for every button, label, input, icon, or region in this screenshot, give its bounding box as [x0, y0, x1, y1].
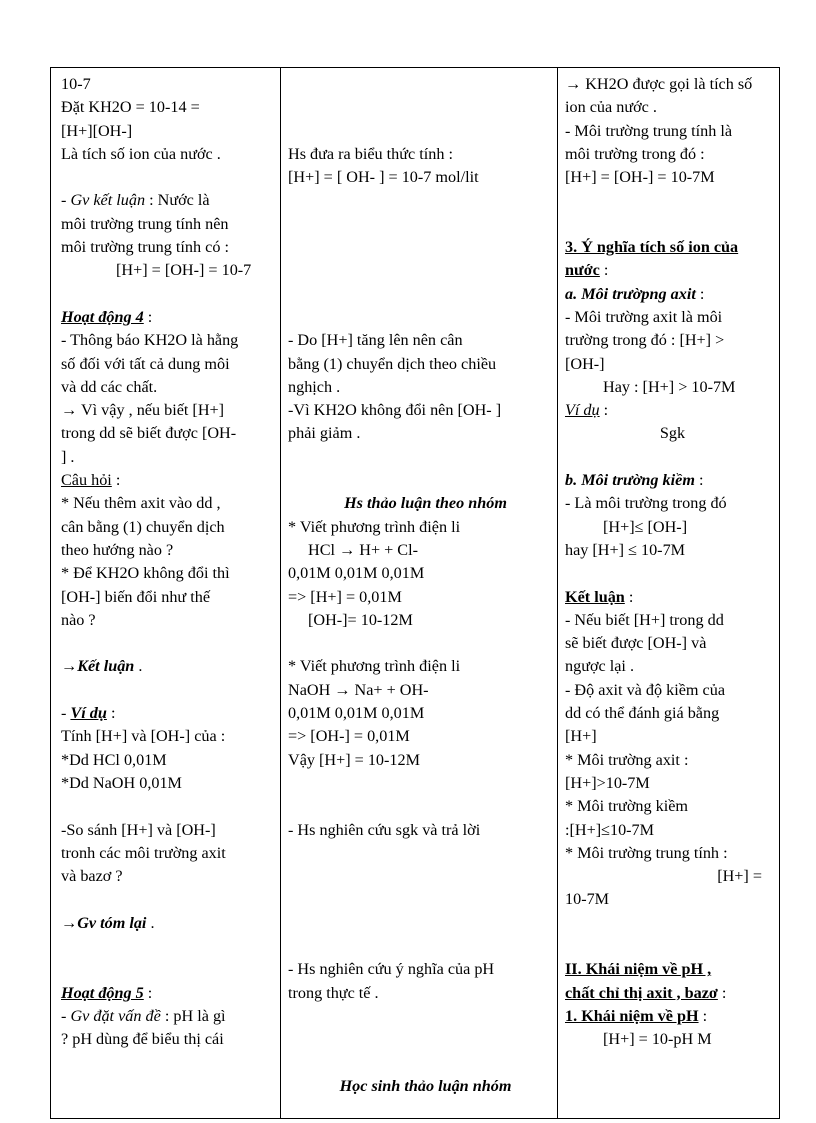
text-line: và dd các chất.	[61, 377, 158, 396]
text-line: [H+] = [OH-] = 10-7M	[565, 168, 715, 187]
text-line: trong dd sẽ biết được [OH-	[61, 424, 237, 443]
text-line: nào ?	[61, 610, 96, 629]
teacher-activity-column	[61, 73, 281, 1051]
text-line: *Dd NaOH 0,01M	[61, 773, 182, 792]
section-heading: II. Khái niệm về pH ,	[565, 960, 712, 979]
text-line: nghịch .	[288, 377, 341, 396]
text-line: * Môi trường trung tính :	[565, 843, 728, 862]
text-line: * Để KH2O không đổi thì	[61, 564, 230, 583]
text-line: Hay : [H+] > 10-7M	[603, 377, 736, 396]
section-heading: a. Môi trườpng axit :	[565, 284, 705, 303]
text-line: ? pH dùng để biểu thị cái	[61, 1030, 224, 1049]
section-heading: Câu hỏi :	[61, 471, 121, 490]
text-line: [H+] = 10-pH M	[603, 1030, 712, 1049]
text-line: Vậy [H+] = 10-12M	[288, 750, 420, 769]
text-line: cân bằng (1) chuyển dịch	[61, 517, 225, 536]
text-line: dd có thể đánh giá bằng	[565, 704, 720, 723]
text-line: ngược lại .	[565, 657, 635, 676]
text-line: - Nếu biết [H+] trong dd	[565, 610, 724, 629]
text-line: →Kết luận .	[61, 657, 143, 676]
text-line: * Môi trường axit :	[565, 750, 689, 769]
text-line: tronh các môi trường axit	[61, 843, 226, 862]
section-heading: Hoạt động 4 :	[61, 307, 153, 326]
text-line: Tính [H+] và [OH-] của :	[61, 727, 226, 746]
text-line: - Do [H+] tăng lên nên cân	[288, 331, 463, 350]
text-line: → Vì vậy , nếu biết [H+]	[61, 401, 225, 420]
text-line: Ví dụ :	[565, 401, 609, 420]
text-line: trường trong đó : [H+] >	[565, 331, 725, 350]
text-line: * Môi trường kiềm	[565, 797, 688, 816]
text-line: sẽ biết được [OH-] và	[565, 634, 707, 653]
text-line: 0,01M 0,01M 0,01M	[288, 564, 425, 583]
text-line: => [H+] = 0,01M	[288, 587, 402, 606]
text-line: Học sinh thảo luận nhóm	[339, 1076, 512, 1095]
text-line: và bazơ ?	[61, 867, 123, 886]
text-line: [H+]	[565, 727, 597, 746]
text-line: * Viết phương trình điện li	[288, 517, 461, 536]
text-line: [OH-]= 10-12M	[308, 610, 413, 629]
section-heading: - Ví dụ :	[61, 704, 116, 723]
section-heading: 1. Khái niệm về pH :	[565, 1006, 708, 1025]
text-line: - Là môi trường trong đó	[565, 494, 727, 513]
lesson-table	[50, 67, 780, 1119]
text-line: - Độ axit và độ kiềm của	[565, 680, 726, 699]
text-line: :[H+]≤10-7M	[565, 820, 655, 839]
text-line: - Hs nghiên cứu sgk và trả lời	[288, 820, 481, 839]
text-line: →Gv tóm lại .	[61, 913, 155, 932]
text-line: - Thông báo KH2O là hằng	[61, 331, 239, 350]
text-line: Sgk	[659, 424, 686, 443]
text-line: ion của nước .	[565, 98, 657, 117]
text-line: => [OH-] = 0,01M	[288, 727, 410, 746]
text-line: - Môi trường axit là môi	[565, 307, 723, 326]
text-line: phải giảm .	[288, 424, 361, 443]
text-line: 0,01M 0,01M 0,01M	[288, 704, 425, 723]
text-line: bằng (1) chuyển dịch theo chiều	[288, 354, 497, 373]
student-activity-column	[288, 73, 563, 1098]
text-line: Đặt KH2O = 10-14 =	[61, 98, 200, 117]
text-line: trong thực tế .	[288, 983, 379, 1002]
text-line: môi trường trung tính có :	[61, 238, 229, 257]
section-heading: nước :	[565, 261, 609, 280]
text-line: [OH-]	[565, 354, 605, 373]
text-line: hay [H+] ≤ 10-7M	[565, 540, 686, 559]
text-line: môi trường trong đó :	[565, 144, 705, 163]
text-line: -Vì KH2O không đổi nên [OH- ]	[288, 401, 502, 420]
text-line: - Gv đặt vấn đề : pH là gì	[61, 1006, 226, 1025]
text-line: Là tích số ion của nước .	[61, 144, 221, 163]
text-line: [H+][OH-]	[61, 121, 133, 140]
text-line: - Hs nghiên cứu ý nghĩa của pH	[288, 960, 495, 979]
content-column	[565, 73, 780, 1051]
text-line: → KH2O được gọi là tích số	[565, 75, 753, 93]
section-heading: 3. Ý nghĩa tích số ion của	[565, 238, 739, 257]
text-line: * Nếu thêm axit vào dd ,	[61, 494, 221, 513]
text-line: - Gv kết luận : Nước là	[61, 191, 210, 210]
text-line: [H+]≤ [OH-]	[603, 517, 688, 536]
text-line: số đối với tất cả dung môi	[61, 354, 230, 373]
section-heading: Kết luận :	[565, 587, 634, 606]
text-line: môi trường trung tính nên	[61, 214, 229, 233]
text-line: [OH-] biến đổi như thế	[61, 587, 211, 606]
text-line: - Môi trường trung tính là	[565, 121, 733, 140]
text-line: * Viết phương trình điện li	[288, 657, 461, 676]
text-line: [H+] =	[717, 867, 762, 886]
text-line: [H+]>10-7M	[565, 773, 650, 792]
text-line: [H+] = [ OH- ] = 10-7 mol/lit	[288, 168, 479, 187]
text-line: -So sánh [H+] và [OH-]	[61, 820, 216, 839]
text-line: 10-7M	[565, 890, 610, 909]
text-line: [H+] = [OH-] = 10-7	[116, 261, 252, 280]
text-line: ] .	[61, 447, 75, 466]
section-heading: chất chỉ thị axit , bazơ :	[565, 983, 727, 1002]
section-heading: Hoạt động 5 :	[61, 983, 153, 1002]
text-line: 10-7	[61, 75, 91, 93]
text-line: *Dd HCl 0,01M	[61, 750, 167, 769]
text-line: NaOH → Na+ + OH-	[288, 680, 429, 699]
text-line: Hs thảo luận theo nhóm	[344, 494, 507, 513]
section-heading: b. Môi trường kiềm :	[565, 471, 704, 490]
text-line: theo hướng nào ?	[61, 540, 174, 559]
text-line: HCl → H+ + Cl-	[308, 540, 418, 559]
text-line: Hs đưa ra biểu thức tính :	[288, 144, 453, 163]
